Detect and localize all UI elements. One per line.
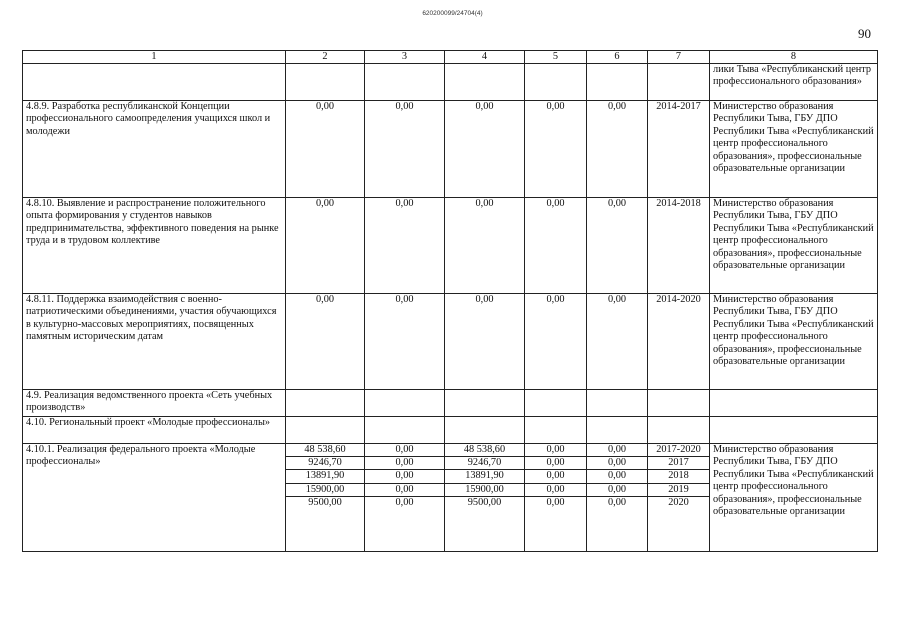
budget-table: [22, 50, 878, 552]
cell-value: 0,00: [286, 198, 365, 294]
cell-value: 13891,90: [445, 470, 524, 483]
cell-value: 0,00: [365, 484, 444, 497]
column-header: 2: [286, 51, 365, 64]
table-row: [23, 64, 878, 101]
column-header: 7: [648, 51, 710, 64]
cell-value: [286, 417, 365, 444]
row-description: 4.8.10. Выявление и распространение положительного опыта формирования у студентов навыков предпринимательства, эффективного поведения на рынке труда и в трудовом коллективе: [23, 198, 286, 294]
cell-value: 0,00: [587, 457, 647, 470]
cell-organization: [710, 417, 878, 444]
cell-period: 2014-2020: [648, 294, 710, 390]
cell-value: [587, 390, 648, 417]
cell-value: 0,00: [587, 444, 647, 457]
cell-value: 0,00: [365, 444, 444, 457]
cell-value: 0,00: [587, 484, 647, 497]
cell-period: 2017: [648, 457, 709, 470]
row-description: 4.10.1. Реализация федерального проекта «Молодые профессионалы»: [23, 444, 286, 552]
cell-period: 2014-2017: [648, 101, 710, 198]
column-header: 4: [445, 51, 525, 64]
cell-organization: Министерство образования Республики Тыва, ГБУ ДПО Республики Тыва «Республиканский центр профессионального образования», профессиональные образовательные организации: [710, 101, 878, 198]
cell-value: 0,00: [525, 198, 587, 294]
cell-value: [525, 390, 587, 417]
row-description: 4.9. Реализация ведомственного проекта «Сеть учебных производств»: [23, 390, 286, 417]
column-header: 5: [525, 51, 587, 64]
cell-organization: Министерство образования Республики Тыва, ГБУ ДПО Республики Тыва «Республиканский центр профессионального образования», профессиональные образовательные организации: [710, 294, 878, 390]
cell-value: [445, 417, 525, 444]
cell-stack-total: [286, 444, 365, 552]
cell-value: 0,00: [365, 294, 445, 390]
column-header-row: [23, 51, 878, 64]
cell-value: [286, 64, 365, 101]
row-description: [23, 64, 286, 101]
cell-value: [445, 64, 525, 101]
cell-value: 0,00: [286, 294, 365, 390]
table-row: [23, 444, 878, 552]
cell-period: 2014-2018: [648, 198, 710, 294]
column-header: 8: [710, 51, 878, 64]
cell-period: 2020: [668, 496, 689, 508]
row-description: 4.8.9. Разработка республиканской Концепции профессионального самоопределения учащихся школ и молодежи: [23, 101, 286, 198]
cell-value: 0,00: [587, 294, 648, 390]
cell-value: 0,00: [445, 294, 525, 390]
cell-value: 0,00: [525, 101, 587, 198]
cell-stack-period: [648, 444, 710, 552]
cell-value: 48 538,60: [445, 444, 524, 457]
cell-value: 9246,70: [445, 457, 524, 470]
cell-value: 0,00: [525, 457, 586, 470]
cell-value: 15900,00: [286, 484, 364, 497]
table-row: [23, 101, 878, 198]
cell-value: 9500,00: [467, 496, 502, 508]
cell-value: 48 538,60: [286, 444, 364, 457]
column-header: 3: [365, 51, 445, 64]
cell-value: 0,00: [607, 496, 627, 508]
cell-value: 0,00: [525, 484, 586, 497]
cell-value: 0,00: [587, 101, 648, 198]
row-description: 4.10. Региональный проект «Молодые профессионалы»: [23, 417, 286, 444]
cell-value: 0,00: [525, 294, 587, 390]
cell-organization: [710, 390, 878, 417]
page-number: 90: [858, 26, 871, 41]
cell-value: [365, 390, 445, 417]
cell-period: 2017-2020: [648, 444, 709, 457]
column-header: 1: [23, 51, 286, 64]
cell-stack-col3: [365, 444, 445, 552]
cell-value: 0,00: [445, 101, 525, 198]
cell-period: 2019: [648, 484, 709, 497]
cell-value: 9500,00: [308, 496, 342, 508]
cell-value: 0,00: [395, 496, 414, 508]
cell-value: 0,00: [365, 457, 444, 470]
table-row: [23, 198, 878, 294]
cell-stack-col4: [445, 444, 525, 552]
cell-stack-col6: [587, 444, 648, 552]
cell-organization: лики Тыва «Республиканский центр профессионального образования»: [710, 64, 878, 101]
cell-period: [648, 417, 710, 444]
cell-value: [365, 417, 445, 444]
column-header: 6: [587, 51, 648, 64]
cell-value: [525, 64, 587, 101]
cell-value: 13891,90: [286, 470, 364, 483]
cell-value: 0,00: [525, 470, 586, 483]
table-row: [23, 294, 878, 390]
cell-value: 0,00: [525, 444, 586, 457]
cell-value: [525, 417, 587, 444]
cell-organization: Министерство образования Республики Тыва, ГБУ ДПО Республики Тыва «Республиканский центр профессионального образования», профессиональные образовательные организации: [710, 198, 878, 294]
cell-value: 0,00: [365, 101, 445, 198]
cell-value: 0,00: [445, 198, 525, 294]
cell-value: 0,00: [365, 470, 444, 483]
table-row: [23, 417, 878, 444]
cell-period: [648, 64, 710, 101]
cell-value: 0,00: [286, 101, 365, 198]
cell-period: [648, 390, 710, 417]
cell-value: [587, 417, 648, 444]
cell-stack-col5: [525, 444, 587, 552]
cell-value: [445, 390, 525, 417]
cell-value: [286, 390, 365, 417]
cell-value: 0,00: [587, 470, 647, 483]
cell-organization: Министерство образования Республики Тыва, ГБУ ДПО Республики Тыва «Республиканский центр профессионального образования», профессиональные образовательные организации: [710, 444, 878, 552]
table-row: [23, 390, 878, 417]
cell-value: [587, 64, 648, 101]
document-stamp: 620200099/24704(4): [422, 10, 483, 17]
cell-value: [365, 64, 445, 101]
row-description: 4.8.11. Поддержка взаимодействия с военно-патриотическими объединениями, участия обучающихся в культурно-массовых мероприятиях, посвященных памятным историческим датам: [23, 294, 286, 390]
cell-value: 15900,00: [445, 484, 524, 497]
cell-value: 0,00: [546, 496, 565, 508]
cell-period: 2018: [648, 470, 709, 483]
cell-value: 9246,70: [286, 457, 364, 470]
cell-value: 0,00: [587, 198, 648, 294]
cell-value: 0,00: [365, 198, 445, 294]
